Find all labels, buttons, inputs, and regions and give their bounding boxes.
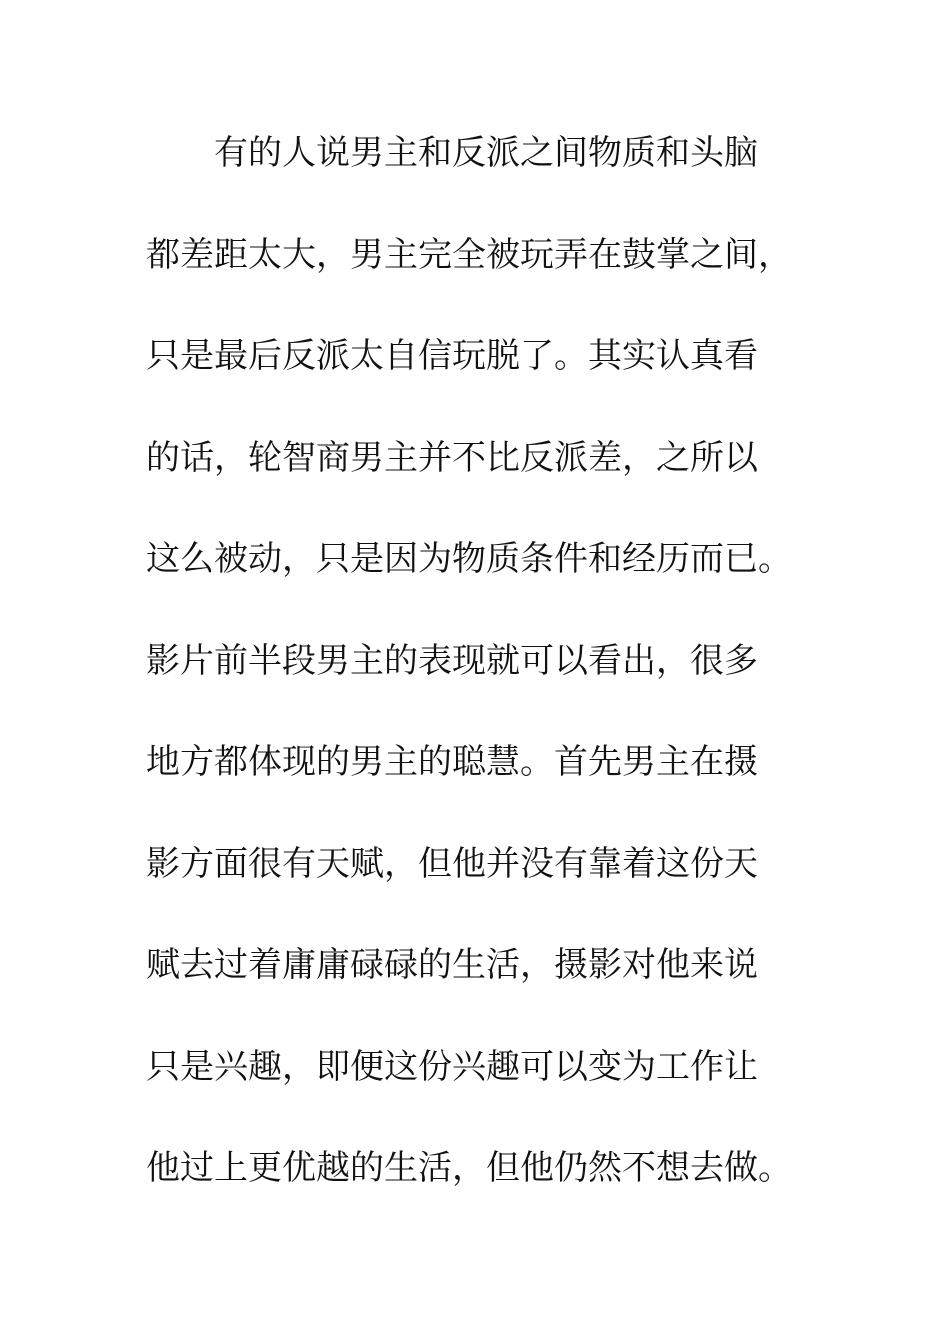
paragraph-line: 只是最后反派太自信玩脱了。其实认真看 — [146, 336, 758, 376]
paragraph-line: 只是兴趣，即便这份兴趣可以变为工作让 — [146, 1046, 758, 1087]
paragraph-line: 赋去过着庸庸碌碌的生活，摄影对他来说 — [146, 945, 758, 985]
paragraph-line: 他过上更优越的生活，但他仍然不想去做。 — [146, 1148, 792, 1188]
paragraph-line: 影片前半段男主的表现就可以看出，很多 — [146, 640, 758, 681]
paragraph-line: 都差距太大，男主完全被玩弄在鼓掌之间， — [146, 234, 792, 275]
paragraph — [146, 128, 806, 1245]
paragraph-line: 的话，轮智商男主并不比反派差，之所以 — [146, 437, 758, 478]
paragraph-line: 地方都体现的男主的聪慧。首先男主在摄 — [146, 742, 758, 782]
paragraph-line: 影方面很有天赋，但他并没有靠着这份天 — [146, 843, 758, 884]
paragraph-line: 这么被动，只是因为物质条件和经历而已。 — [146, 539, 792, 579]
paragraph-line: 有的人说男主和反派之间物质和头脑 — [214, 133, 758, 173]
